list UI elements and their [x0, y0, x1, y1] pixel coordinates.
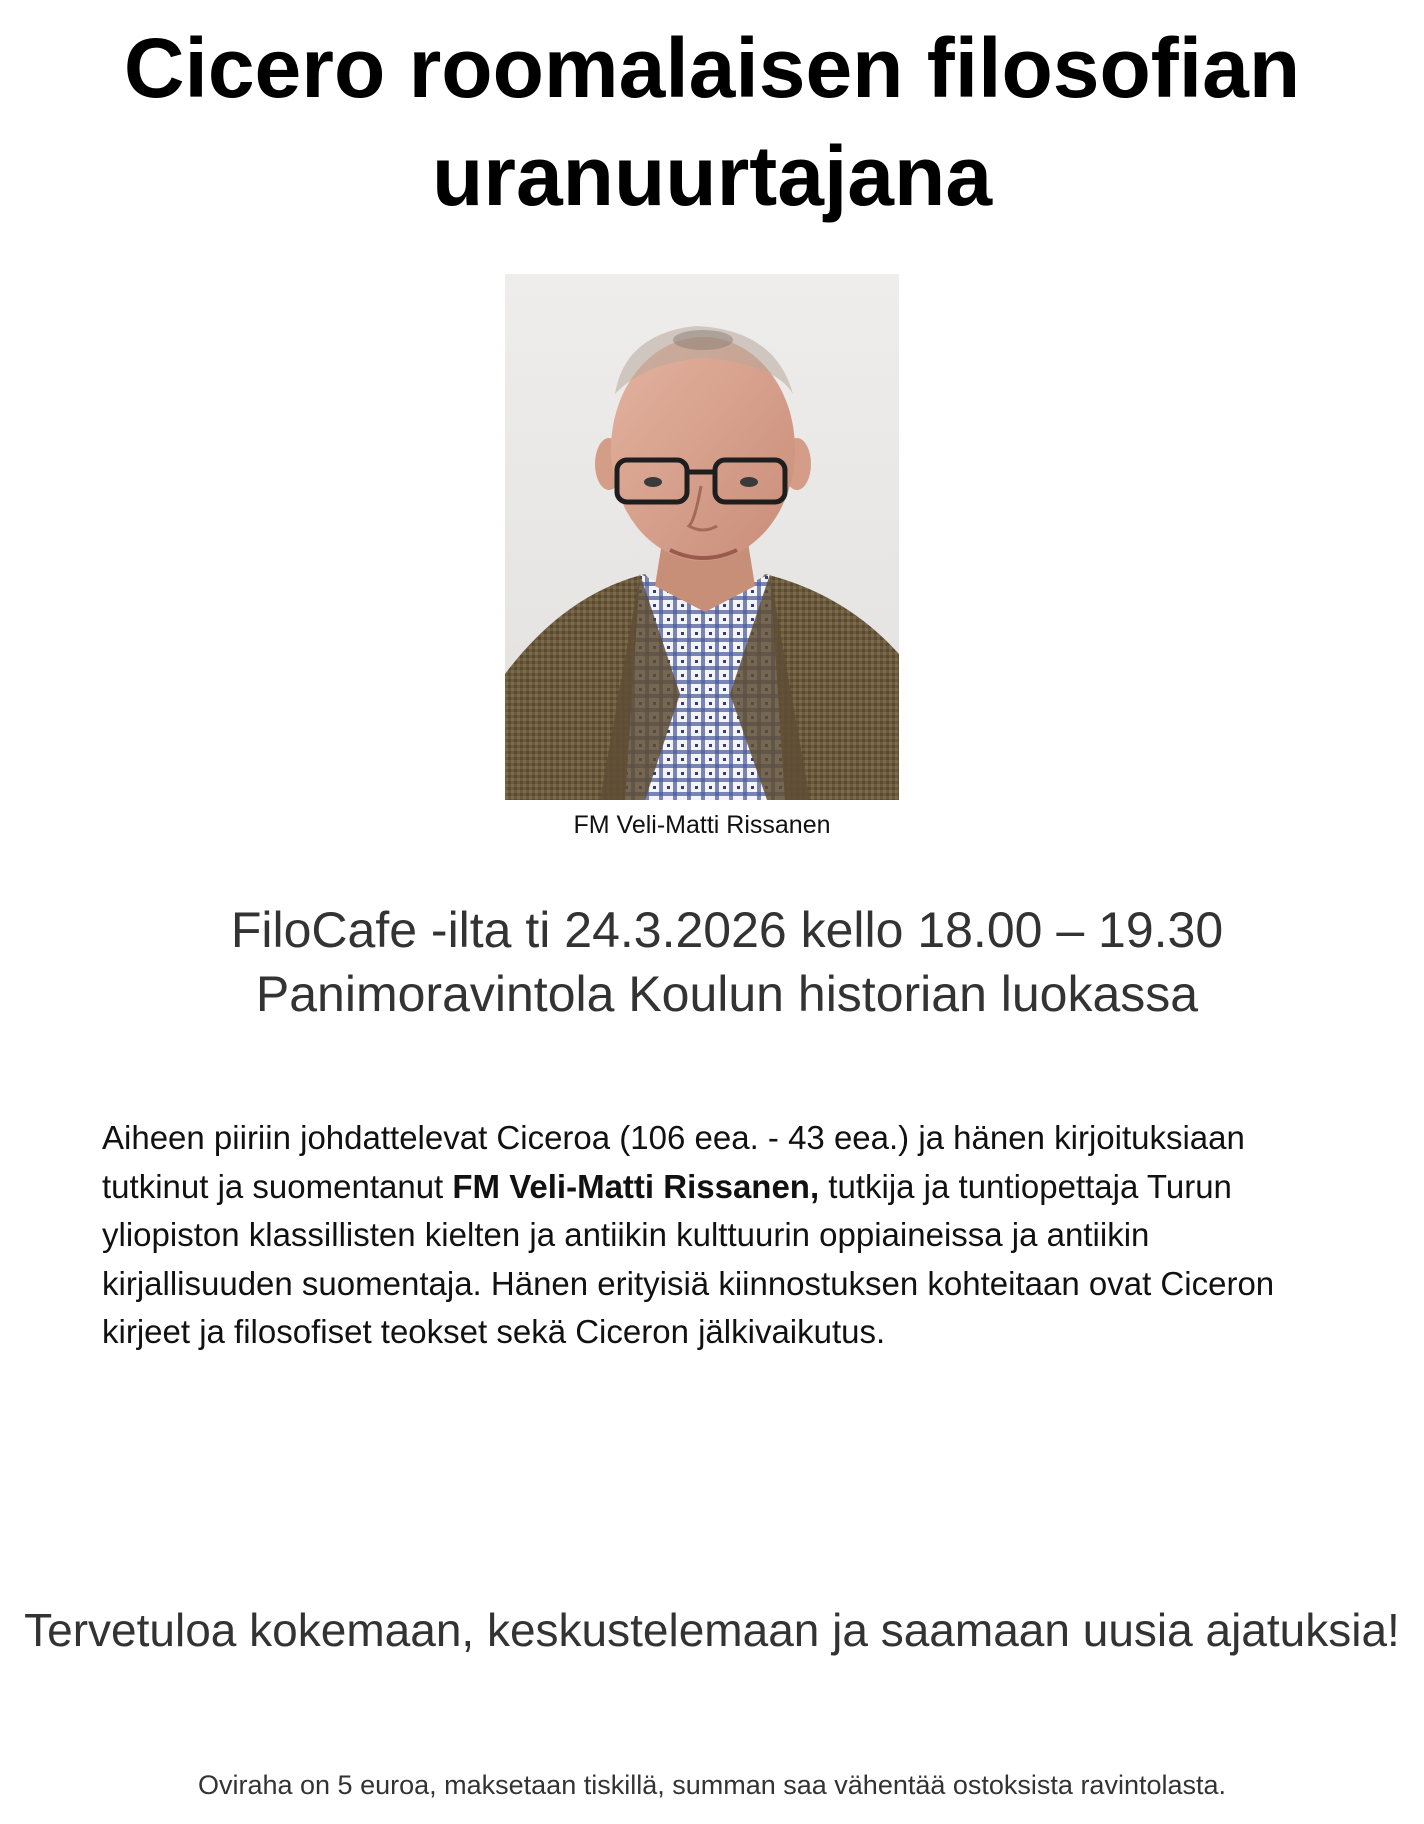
speaker-portrait	[505, 274, 899, 800]
portrait-illustration	[505, 274, 899, 800]
event-details	[0, 898, 1424, 1026]
event-location: Panimoravintola Koulun historian luokassa	[255, 966, 1199, 1022]
description-rest: tutkija ja tuntiopettaja Turun yliopiston klassillisten kielten ja antiikin kulttuurin oppiaineissa ja antiikin kirjallisuuden suomentaja. Hänen erityisiä kiinnostuksen kohteitaan ovat Ciceron kirjeet ja filosofiset teokset sekä Ciceron jälkivaikutus.	[102, 1167, 1275, 1350]
description-intro: Aiheen piiriin johdattelevat Ciceroa (106 eea. - 43 eea.) ja hänen kirjoituksiaan tutkinut ja suomentanut	[102, 1119, 1245, 1205]
page-title: Cicero roomalaisen filosofian uranuurtajana	[123, 21, 1301, 223]
entry-fee-note: Oviraha on 5 euroa, maksetaan tiskillä, summan saa vähentää ostoksista ravintolasta.	[197, 1770, 1227, 1800]
portrait-caption: FM Veli-Matti Rissanen	[573, 811, 831, 839]
speaker-name: FM Veli-Matti Rissanen,	[452, 1167, 820, 1205]
event-date-time: FiloCafe -ilta ti 24.3.2026 kello 18.00 – 19.30	[230, 902, 1224, 958]
welcome-message: Tervetuloa kokemaan, keskustelemaan ja saamaan uusia ajatuksia!	[24, 1604, 1400, 1656]
event-description	[102, 1114, 1322, 1357]
